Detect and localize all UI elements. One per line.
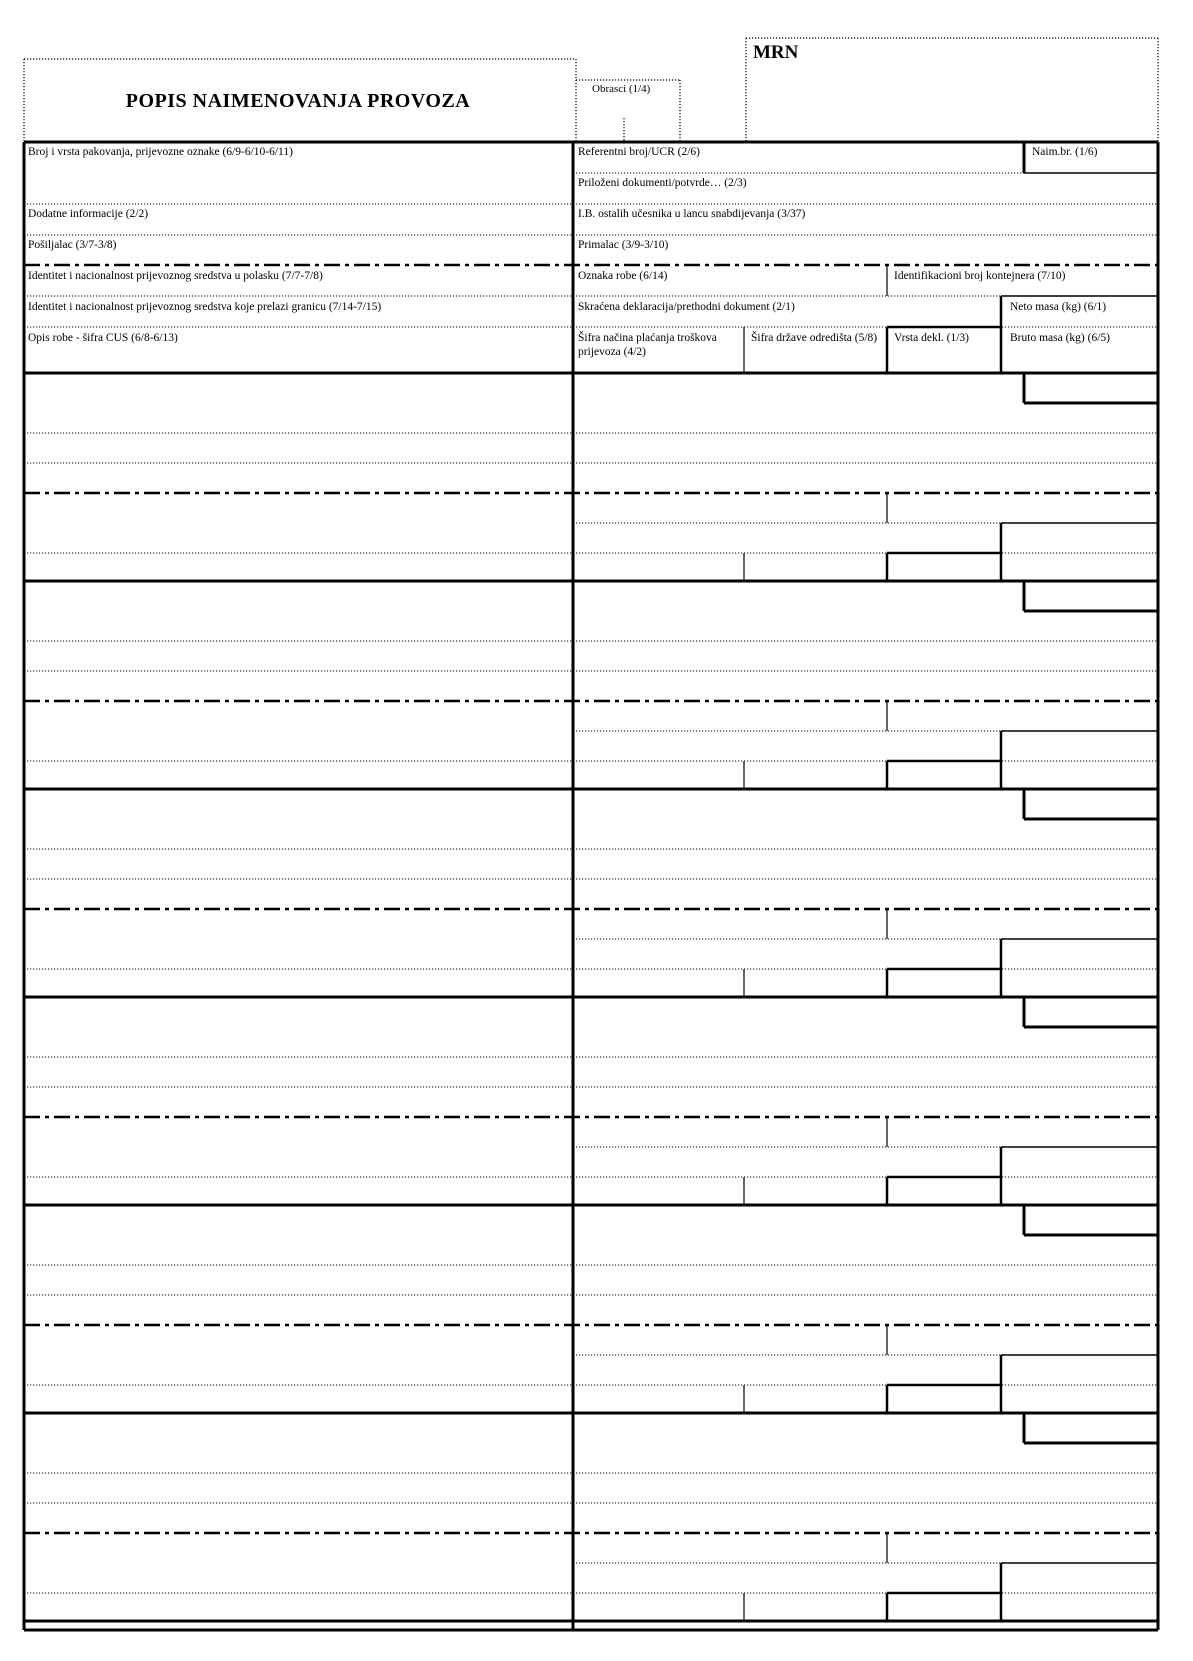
ib-parties-label: I.B. ostalih učesnika u lancu snabdijevanja (3/37) — [578, 208, 806, 220]
transport-departure-label: Identitet i nacionalnost prijevoznog sredstva u polasku (7/7-7/8) — [28, 270, 323, 282]
packages-label: Broj i vrsta pakovanja, prijevozne oznake (6/9-6/10-6/11) — [28, 146, 293, 158]
mrn-label: MRN — [753, 42, 799, 63]
additional-info-label: Dodatne informacije (2/2) — [28, 208, 149, 220]
goods-desc-label: Opis robe - šifra CUS (6/8-6/13) — [28, 332, 178, 344]
consignor-label: Pošiljalac (3/7-3/8) — [28, 239, 117, 251]
net-mass-label: Neto masa (kg) (6/1) — [1010, 301, 1107, 313]
summary-decl-label: Skraćena deklaracija/prethodni dokument (2/1) — [578, 301, 795, 313]
gross-mass-label: Bruto masa (kg) (6/5) — [1010, 332, 1110, 344]
goods-marks-label: Oznaka robe (6/14) — [578, 270, 668, 282]
transport-border-label: Identitet i nacionalnost prijevoznog sredstva koje prelazi granicu (7/14-7/15) — [28, 301, 382, 313]
destination-country-label: Šifra države odredišta (5/8) — [751, 332, 878, 344]
payment-method-label: Šifra načina plaćanja troškova prijevoza (4/2) — [578, 332, 717, 358]
reference-label: Referentni broj/UCR (2/6) — [578, 146, 701, 158]
container-id-label: Identifikacioni broj kontejnera (7/10) — [894, 270, 1066, 282]
attached-docs-label: Priloženi dokumenti/potvrde… (2/3) — [578, 177, 747, 189]
form-title: POPIS NAIMENOVANJA PROVOZA — [125, 90, 471, 112]
decl-type-label: Vrsta dekl. (1/3) — [894, 332, 969, 344]
item-no-label: Naim.br. (1/6) — [1032, 146, 1098, 158]
consignee-label: Primalac (3/9-3/10) — [578, 239, 669, 251]
forms-count-label: Obrasci (1/4) — [592, 83, 651, 95]
